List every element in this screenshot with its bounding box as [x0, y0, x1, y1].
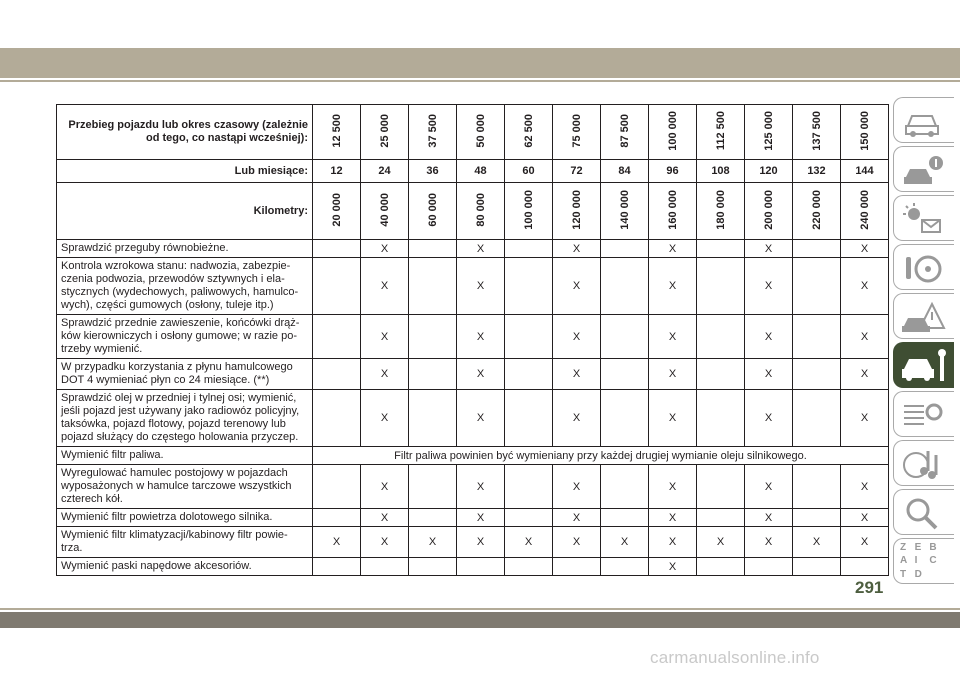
header-cell: [745, 183, 793, 240]
header-value: 140 000: [618, 189, 631, 230]
interval-mark: X: [553, 527, 601, 558]
header-cell: [697, 105, 745, 160]
header-value: 108: [711, 165, 730, 177]
interval-mark: X: [553, 509, 601, 527]
watermark: carmanualsonline.info: [650, 648, 820, 667]
interval-mark: [409, 240, 457, 258]
header-value: 24: [378, 165, 391, 177]
interval-mark: [601, 359, 649, 390]
interval-mark: X: [649, 315, 697, 359]
header-cell: [457, 183, 505, 240]
header-value: 112 500: [714, 110, 727, 151]
header-cell: [361, 105, 409, 160]
header-value: 12 500: [330, 113, 343, 148]
task-label: Sprawdzić przeguby równobieżne.: [57, 240, 313, 258]
index-letter: D: [914, 568, 922, 580]
header-value: 40 000: [378, 192, 391, 227]
interval-mark: X: [553, 359, 601, 390]
task-label: Wymienić filtr klimatyzacji/kabinowy filtr powie-trza.: [57, 527, 313, 558]
header-value: 160 000: [666, 189, 679, 230]
index-letter: B: [929, 542, 937, 553]
header-value: 60 000: [426, 192, 439, 227]
interval-mark: [313, 465, 361, 509]
interval-mark: [601, 558, 649, 576]
interval-mark: [505, 359, 553, 390]
interval-mark: X: [649, 465, 697, 509]
interval-mark: [697, 258, 745, 315]
bottom-rule: [0, 608, 960, 610]
table-row: [57, 258, 889, 315]
interval-mark: X: [361, 465, 409, 509]
header-value: 25 000: [378, 113, 391, 148]
index-letter: T: [900, 568, 907, 580]
task-label: Sprawdzić olej w przedniej i tylnej osi; wymienić, jeśli pojazd jest używany jako radiowóz policyjny, taksówka, pojazd flotowy, pojazd terenowy lub pojazd służący do częstego holowania przyczep.: [57, 390, 313, 447]
interval-mark: X: [841, 527, 889, 558]
interval-mark: [409, 315, 457, 359]
header-value: 62 500: [522, 113, 535, 148]
interval-mark: [601, 390, 649, 447]
table-row: [57, 465, 889, 509]
task-label: Wymienić paski napędowe akcesoriów.: [57, 558, 313, 576]
header-cell: [841, 160, 889, 183]
header-cell: [649, 183, 697, 240]
header-value: 150 000: [858, 110, 871, 151]
header-cell: [793, 160, 841, 183]
interval-mark: [601, 240, 649, 258]
header-cell: [601, 183, 649, 240]
interval-mark: X: [457, 465, 505, 509]
interval-mark: X: [553, 258, 601, 315]
interval-mark: X: [361, 359, 409, 390]
interval-mark: X: [553, 390, 601, 447]
interval-mark: X: [841, 509, 889, 527]
chapter-tab-3[interactable]: [893, 195, 954, 241]
header-cell: [457, 160, 505, 183]
header-value: 100 000: [666, 110, 679, 151]
interval-mark: [793, 465, 841, 509]
task-label: Sprawdzić przednie zawieszenie, końcówki drąż-ków kierowniczych i osłony gumowe; w razie po-trzeby wymienić.: [57, 315, 313, 359]
interval-mark: X: [841, 359, 889, 390]
interval-mark: [505, 509, 553, 527]
interval-mark: X: [745, 258, 793, 315]
table-row: [57, 359, 889, 390]
header-value: 20 000: [330, 192, 343, 227]
interval-mark: X: [457, 315, 505, 359]
interval-mark: [409, 558, 457, 576]
interval-mark: X: [745, 509, 793, 527]
interval-mark: X: [553, 315, 601, 359]
interval-mark: [793, 359, 841, 390]
header-label: Lub miesiące:: [57, 160, 313, 183]
interval-mark: [793, 315, 841, 359]
interval-mark: X: [505, 527, 553, 558]
interval-mark: X: [457, 240, 505, 258]
index-letter: I: [914, 555, 918, 567]
header-cell: [745, 160, 793, 183]
header-cell: [793, 105, 841, 160]
merged-note: Filtr paliwa powinien być wymieniany przy każdej drugiej wymianie oleju silnikowego.: [313, 447, 889, 465]
interval-mark: X: [841, 390, 889, 447]
chapter-tab-6[interactable]: [893, 342, 954, 388]
chapter-tab-1[interactable]: [893, 97, 954, 143]
interval-mark: [505, 240, 553, 258]
interval-mark: X: [649, 258, 697, 315]
header-cell: [841, 183, 889, 240]
interval-mark: X: [457, 258, 505, 315]
header-value: 96: [666, 165, 679, 177]
header-cell: [697, 183, 745, 240]
interval-mark: X: [649, 558, 697, 576]
maintenance-schedule-table: [56, 104, 889, 576]
interval-mark: X: [745, 465, 793, 509]
header-value: 120: [759, 165, 778, 177]
header-cell: [553, 183, 601, 240]
interval-mark: [601, 509, 649, 527]
interval-mark: [505, 558, 553, 576]
table-row: [57, 558, 889, 576]
interval-mark: X: [745, 359, 793, 390]
interval-mark: X: [409, 527, 457, 558]
header-cell: [457, 105, 505, 160]
task-label: Wymienić filtr powietrza dolotowego silnika.: [57, 509, 313, 527]
header-value: 12: [330, 165, 343, 177]
header-cell: [505, 160, 553, 183]
interval-mark: [553, 558, 601, 576]
header-row-months_header: [57, 160, 889, 183]
header-label: Kilometry:: [57, 183, 313, 240]
table-row: [57, 390, 889, 447]
header-cell: [649, 160, 697, 183]
interval-mark: [505, 315, 553, 359]
task-label: Wymienić filtr paliwa.: [57, 447, 313, 465]
index-letter: C: [929, 555, 937, 567]
header-value: 36: [426, 165, 439, 177]
header-cell: [409, 160, 457, 183]
interval-mark: [313, 240, 361, 258]
interval-mark: [457, 558, 505, 576]
interval-mark: [409, 258, 457, 315]
interval-mark: [697, 558, 745, 576]
header-value: 48: [474, 165, 487, 177]
interval-mark: X: [361, 240, 409, 258]
header-cell: [313, 105, 361, 160]
header-cell: [553, 105, 601, 160]
top-decorative-band: [0, 48, 960, 78]
interval-mark: X: [841, 240, 889, 258]
header-value: 80 000: [474, 192, 487, 227]
interval-mark: X: [361, 527, 409, 558]
header-row-km_header: [57, 105, 889, 160]
table-row: [57, 447, 889, 465]
chapter-tabs: [893, 97, 960, 587]
header-row-km2_header: [57, 183, 889, 240]
chapter-tab-4[interactable]: [893, 244, 954, 290]
task-label: Kontrola wzrokowa stanu: nadwozia, zabezpie-czenia podwozia, przewodów sztywnych i ela-stycznych (wydechowych, paliwowych, hamulco-wych), części gumowych (osłony, tuleje itp.): [57, 258, 313, 315]
header-value: 87 500: [618, 113, 631, 148]
chapter-tab-2[interactable]: [893, 146, 954, 192]
interval-mark: [313, 258, 361, 315]
header-cell: [361, 183, 409, 240]
header-cell: [361, 160, 409, 183]
interval-mark: X: [841, 258, 889, 315]
header-value: 144: [855, 165, 874, 177]
interval-mark: [505, 390, 553, 447]
interval-mark: [409, 390, 457, 447]
interval-mark: [793, 558, 841, 576]
header-value: 180 000: [714, 189, 727, 230]
interval-mark: X: [649, 509, 697, 527]
interval-mark: X: [697, 527, 745, 558]
interval-mark: X: [361, 390, 409, 447]
interval-mark: X: [649, 390, 697, 447]
header-value: 72: [570, 165, 583, 177]
header-cell: [553, 160, 601, 183]
interval-mark: [409, 359, 457, 390]
table-row: [57, 527, 889, 558]
interval-mark: [697, 509, 745, 527]
header-value: 220 000: [810, 189, 823, 230]
interval-mark: [601, 258, 649, 315]
chapter-tab-5[interactable]: [893, 293, 954, 339]
task-label: W przypadku korzystania z płynu hamulcowego DOT 4 wymieniać płyn co 24 miesiące. (**): [57, 359, 313, 390]
interval-mark: X: [841, 465, 889, 509]
interval-mark: [505, 465, 553, 509]
header-cell: [409, 105, 457, 160]
header-cell: [313, 160, 361, 183]
interval-mark: [409, 465, 457, 509]
header-value: 50 000: [474, 113, 487, 148]
header-value: 75 000: [570, 113, 583, 148]
index-letter: Z: [900, 542, 907, 553]
interval-mark: X: [361, 315, 409, 359]
interval-mark: [697, 315, 745, 359]
interval-mark: [313, 509, 361, 527]
bottom-decorative-band: [0, 612, 960, 628]
chapter-tab-8[interactable]: [893, 440, 954, 486]
interval-mark: [313, 315, 361, 359]
interval-mark: [793, 258, 841, 315]
interval-mark: [313, 359, 361, 390]
interval-mark: [697, 240, 745, 258]
interval-mark: X: [649, 359, 697, 390]
header-label: Przebieg pojazdu lub okres czasowy (zależnie od tego, co nastąpi wcześniej):: [57, 105, 313, 160]
header-cell: [649, 105, 697, 160]
chapter-tab-9[interactable]: [893, 489, 954, 535]
interval-mark: [697, 465, 745, 509]
interval-mark: X: [553, 465, 601, 509]
index-letter: E: [914, 542, 922, 553]
language-letters-icon: [900, 541, 944, 581]
interval-mark: [313, 390, 361, 447]
header-value: 120 000: [570, 189, 583, 230]
table-row: [57, 240, 889, 258]
chapter-tab-7[interactable]: [893, 391, 954, 437]
header-cell: [409, 183, 457, 240]
header-value: 132: [807, 165, 826, 177]
chapter-tab-10[interactable]: [893, 538, 954, 584]
interval-mark: [697, 359, 745, 390]
header-cell: [313, 183, 361, 240]
interval-mark: [793, 390, 841, 447]
interval-mark: [409, 509, 457, 527]
header-value: 100 000: [522, 189, 535, 230]
interval-mark: [601, 465, 649, 509]
interval-mark: X: [457, 509, 505, 527]
interval-mark: [361, 558, 409, 576]
interval-mark: [745, 558, 793, 576]
interval-mark: X: [649, 527, 697, 558]
header-cell: [505, 183, 553, 240]
interval-mark: X: [841, 315, 889, 359]
table-row: [57, 315, 889, 359]
interval-mark: X: [457, 390, 505, 447]
header-cell: [745, 105, 793, 160]
interval-mark: [601, 315, 649, 359]
interval-mark: X: [457, 527, 505, 558]
interval-mark: X: [649, 240, 697, 258]
interval-mark: [697, 390, 745, 447]
header-value: 60: [522, 165, 535, 177]
interval-mark: X: [361, 509, 409, 527]
task-label: Wyregulować hamulec postojowy w pojazdach wyposażonych w hamulce tarczowe wszystkich czterech kół.: [57, 465, 313, 509]
interval-mark: X: [313, 527, 361, 558]
page-number: 291: [855, 578, 884, 597]
interval-mark: [793, 509, 841, 527]
header-value: 240 000: [858, 189, 871, 230]
interval-mark: X: [745, 240, 793, 258]
interval-mark: [313, 558, 361, 576]
interval-mark: X: [745, 390, 793, 447]
interval-mark: X: [361, 258, 409, 315]
index-letter: A: [900, 555, 908, 567]
interval-mark: X: [553, 240, 601, 258]
header-value: 200 000: [762, 189, 775, 230]
interval-mark: X: [457, 359, 505, 390]
header-value: 84: [618, 165, 631, 177]
header-value: 125 000: [762, 110, 775, 151]
interval-mark: X: [601, 527, 649, 558]
header-cell: [697, 160, 745, 183]
header-value: 137 500: [810, 110, 823, 151]
header-cell: [505, 105, 553, 160]
table-row: [57, 509, 889, 527]
header-cell: [841, 105, 889, 160]
interval-mark: [841, 558, 889, 576]
interval-mark: [793, 240, 841, 258]
interval-mark: [505, 258, 553, 315]
interval-mark: X: [793, 527, 841, 558]
header-cell: [601, 105, 649, 160]
interval-mark: X: [745, 527, 793, 558]
header-cell: [793, 183, 841, 240]
interval-mark: X: [745, 315, 793, 359]
header-value: 37 500: [426, 113, 439, 148]
header-cell: [601, 160, 649, 183]
